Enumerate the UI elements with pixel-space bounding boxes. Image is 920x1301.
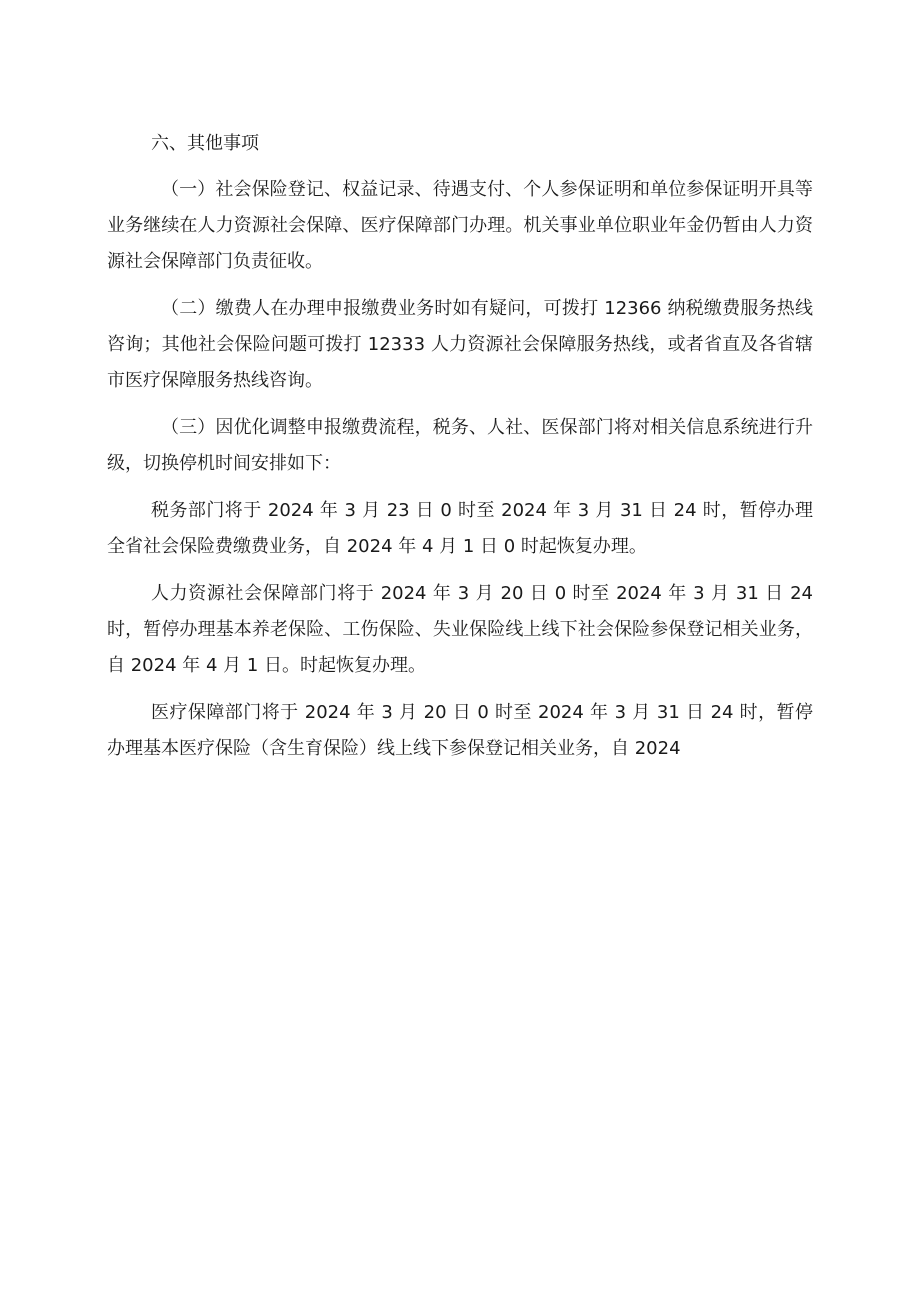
paragraph-tax-dept: 税务部门将于 2024 年 3 月 23 日 0 时至 2024 年 3 月 31 日 24 时，暂停办理全省社会保险费缴费业务，自 2024 年 4 月 1 日 0 时起恢复办理。 [107,500,813,557]
section-heading: 六、其他事项 [151,133,259,154]
paragraph-item-2: （二）缴费人在办理申报缴费业务时如有疑问，可拨打 12366 纳税缴费服务热线咨询；其他社会保险问题可拨打 12333 人力资源社会保障服务热线，或者省直及各省辖市医疗保障服务热线咨询。 [107,298,813,391]
paragraph-item-3: （三）因优化调整申报缴费流程，税务、人社、医保部门将对相关信息系统进行升级，切换停机时间安排如下： [107,417,813,474]
paragraph-medical-dept: 医疗保障部门将于 2024 年 3 月 20 日 0 时至 2024 年 3 月 31 日 24 时，暂停办理基本医疗保险（含生育保险）线上线下参保登记相关业务，自 2024 [107,702,813,759]
document-body [107,125,813,778]
paragraph-item-1: （一）社会保险登记、权益记录、待遇支付、个人参保证明和单位参保证明开具等业务继续在人力资源社会保障、医疗保障部门办理。机关事业单位职业年金仍暂由人力资源社会保障部门负责征收。 [107,179,813,272]
paragraph-hr-dept: 人力资源社会保障部门将于 2024 年 3 月 20 日 0 时至 2024 年 3 月 31 日 24 时，暂停办理基本养老保险、工伤保险、失业保险线上线下社会保险参保登记相关业务，自 2024 年 4 月 1 日。时起恢复办理。 [107,583,813,676]
